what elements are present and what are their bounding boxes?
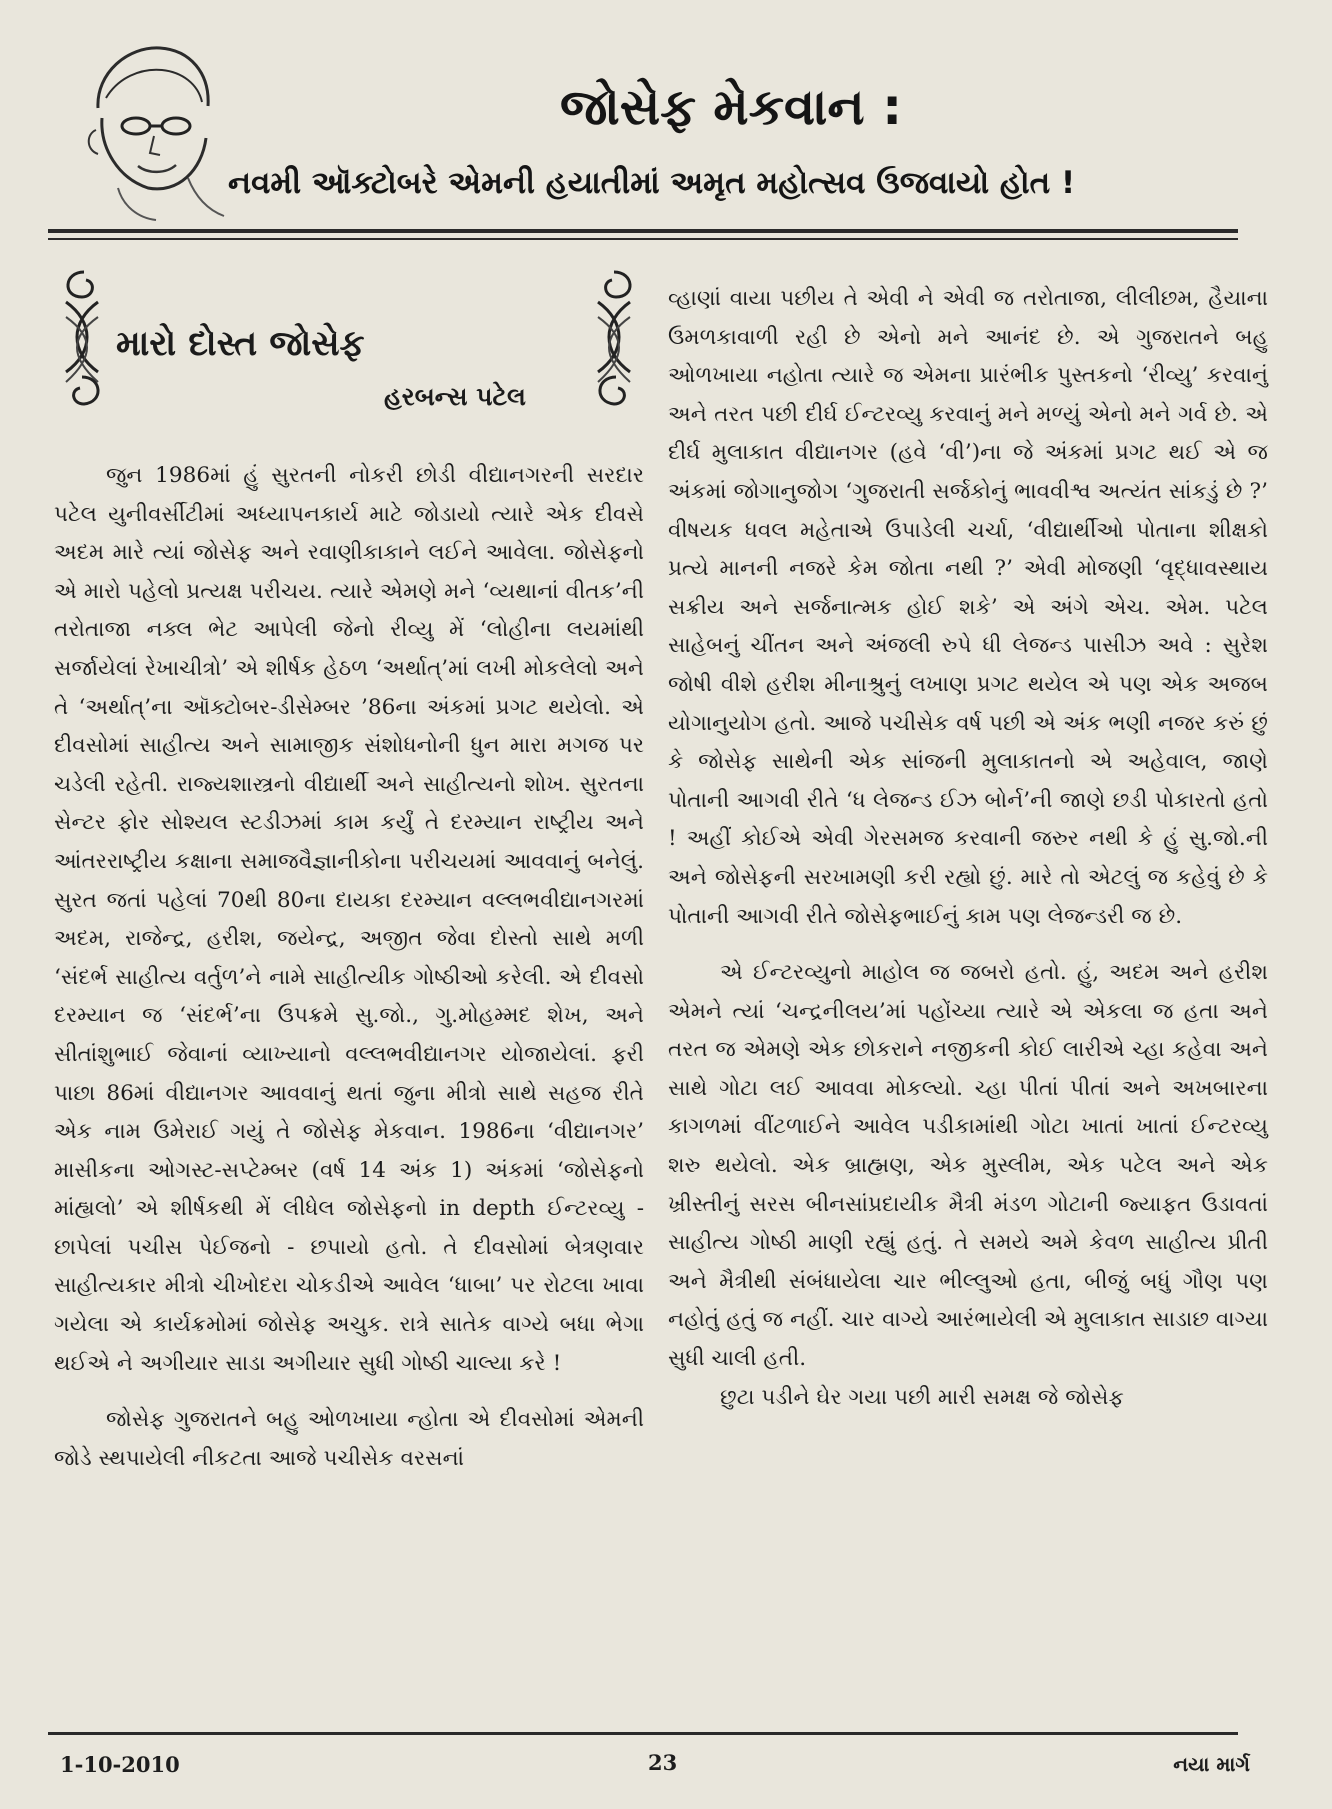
article-author: હરબન્સ પટેલ <box>384 382 526 411</box>
portrait-sketch <box>78 38 228 223</box>
paragraph: જોસેફ ગુજરાતને બહુ ઓળખાયા ન્હોતા એ દીવસોમાં એમની જોડે સ્થપાયેલી નીકટતા આજે પચીસેક વરસનાં <box>54 1407 644 1471</box>
magazine-name: નયા માર્ગ <box>1173 1752 1250 1776</box>
left-column <box>54 262 644 1692</box>
right-column <box>668 280 1268 1700</box>
page-title: જોસેફ મેકવાન : <box>560 78 903 136</box>
page-number: 23 <box>648 1750 678 1775</box>
article-title: મારો દોસ્ત જોસેફ <box>116 324 365 364</box>
scroll-ornament-icon <box>586 262 644 412</box>
header-rule-thin <box>48 238 1238 240</box>
paragraph: છુટા પડીને ઘેર ગયા પછી મારી સમક્ષ જે જોસેફ <box>720 1384 1124 1410</box>
paragraph: જુન 1986માં હું સુરતની નોકરી છોડી વીદ્યાનગરની સરદાર પટેલ યુનીવર્સીટીમાં અધ્યાપનકાર્ય માટે જોડાયો ત્યારે એક દીવસે અદમ મારે ત્યાં જોસેફ અને રવાણીકાકાને લઈને આવેલા. જોસેફનો એ મારો પહેલો પ્રત્યક્ષ પરીચય. ત્યારે એમણે મને ‘વ્યથાનાં વીતક’ની તરોતાજા નક્લ ભેટ આપેલી જેનો રીવ્યુ મેં ‘લોહીના લયમાંથી સર્જાયેલાં રેખાચીત્રો’ એ શીર્ષક હેઠળ ‘અર્થાત્’માં લખી મોકલેલો અને તે ‘અર્થાત્’ના ઑક્ટોબર-ડીસેમ્બર ’86ના અંકમાં પ્રગટ થયેલો. એ દીવસોમાં સાહીત્ય અને સામાજીક સંશોધનોની ધુન મારા મગજ પર ચડેલી રહેતી. રાજ્યશાસ્ત્રનો વીદ્યાર્થી અને સાહીત્યનો શોખ. સુરતના સેન્ટર ફોર સોશ્યલ સ્ટડીઝમાં કામ કર્યું તે દરમ્યાન રાષ્ટ્રીય અને આંતરરાષ્ટ્રીય કક્ષાના સમાજવૈજ્ઞાનીકોના પરીચયમાં આવવાનું બનેલું. સુરત જતાં પહેલાં 70થી 80ના દાયકા દરમ્યાન વલ્લભવીદ્યાનગરમાં અદમ, રાજેન્દ્ર, હરીશ, જયેન્દ્ર, અજીત જેવા દોસ્તો સાથે મળી ‘સંદર્ભ સાહીત્ય વર્તુળ’ને નામે સાહીત્યીક ગોષ્ઠીઓ કરેલી. એ દીવસો દરમ્યાન જ ‘સંદર્ભ’ના ઉપક્રમે સુ.જો., ગુ.મોહમ્મદ શેખ, અને સીતાંશુભાઈ જેવાનાં વ્યાખ્યાનો વલ્લભવીદ્યાનગર યોજાયેલાં. ફરી પાછા 86માં વીદ્યાનગર આવવાનું થતાં જુના મીત્રો સાથે સહજ રીતે એક નામ ઉમેરાઈ ગયું તે જોસેફ મેકવાન. 1986ના ‘વીદ્યાનગર’ માસીકના ઓગસ્ટ-સપ્ટેમ્બર (વર્ષ 14 અંક 1) અંકમાં ‘જોસેફનો માંહ્યલો’ એ શીર્ષકથી મેં લીધેલ જોસેફનો in depth ઈન્ટરવ્યુ - છાપેલાં પચીસ પેઈજનો - છપાયો હતો. તે દીવસોમાં બેત્રણવાર સાહીત્યકાર મીત્રો ચીખોદરા ચોકડીએ આવેલ ‘ધાબા’ પર રોટલા ખાવા ગયેલા એ કાર્યક્રમોમાં જોસેફ અચુક. રાત્રે સાતેક વાગ્યે બધા ભેગા થઈએ ને અગીયાર સાડા અગીયાર સુધી ગોષ્ઠી ચાલ્યા કરે ! <box>54 463 644 1376</box>
issue-date: 1-10-2010 <box>60 1752 180 1777</box>
footer-rule <box>48 1732 1238 1735</box>
paragraph: એ ઈન્ટરવ્યુનો માહોલ જ જબરો હતો. હું, અદમ અને હરીશ એમને ત્યાં ‘ચન્દ્રનીલય’માં પહોંચ્યા ત્યારે એ એકલા જ હતા અને તરત જ એમણે એક છોકરાને નજીકની કોઈ લારીએ ચ્હા કહેવા અને સાથે ગોટા લઈ આવવા મોકલ્યો. ચ્હા પીતાં પીતાં અને અખબારના કાગળમાં વીંટળાઈને આવેલ પડીકામાંથી ગોટા ખાતાં ખાતાં ઈન્ટરવ્યુ શરુ થયેલો. એક બ્રાહ્મણ, એક મુસ્લીમ, એક પટેલ અને એક ખ્રીસ્તીનું સરસ બીનસાંપ્રદાયીક મૈત્રી મંડળ ગોટાની જ્યાફત ઉડાવતાં સાહીત્ય ગોષ્ઠી માણી રહ્યું હતું. તે સમયે અમે કેવળ સાહીત્ય પ્રીતી અને મૈત્રીથી સંબંધાયેલા ચાર ભીલ્લુઓ હતા, બીજું બધું ગૌણ પણ નહોતું હતું જ નહીં. ચાર વાગ્યે આરંભાયેલી એ મુલાકાત સાડાછ વાગ્યા સુધી ચાલી હતી. <box>668 960 1268 1372</box>
page-subtitle: નવમી ઑક્ટોબરે એમની હયાતીમાં અમૃત મહોત્સવ ઉજવાયો હોત ! <box>228 165 1076 201</box>
header-rule-thick <box>48 229 1238 233</box>
left-column-body <box>54 457 644 1478</box>
paragraph: વ્હાણાં વાયા પછીય તે એવી ને એવી જ તરોતાજા, લીલીછમ, હૈયાના ઉમળકાવાળી રહી છે એનો મને આનંદ છે. એ ગુજરાતને બહુ ઓળખાયા નહોતા ત્યારે જ એમના પ્રારંભીક પુસ્તકનો ‘રીવ્યુ’ કરવાનું અને તરત પછી દીર્ઘ ઈન્ટરવ્યુ કરવાનું મને મળ્યું એનો મને ગર્વ છે. એ દીર્ઘ મુલાકાત વીદ્યાનગર (હવે ‘વી’)ના જે અંકમાં પ્રગટ થઈ એ જ અંકમાં જોગાનુજોગ ‘ગુજરાતી સર્જકોનું ભાવવીશ્વ અત્યંત સાંકડું છે ?’ વીષયક ધવલ મહેતાએ ઉપાડેલી ચર્ચા, ‘વીદ્યાર્થીઓ પોતાના શીક્ષકો પ્રત્યે માનની નજરે કેમ જોતા નથી ?’ એવી મોજણી ‘વૃદ્ધાવસ્થાય સક્રીય અને સર્જનાત્મક હોઈ શકે’ એ અંગે એચ. એમ. પટેલ સાહેબનું ચીંતન અને અંજલી રુપે ધી લેજન્ડ પાસીઝ અવે : સુરેશ જોષી વીશે હરીશ મીનાશ્રુનું લખાણ પ્રગટ થયેલ એ પણ એક અજબ યોગાનુયોગ હતો. આજે પચીસેક વર્ષ પછી એ અંક ભણી નજર કરું છું કે જોસેફ સાથેની એક સાંજની મુલાકાતનો એ અહેવાલ, જાણે પોતાની આગવી રીતે ‘ધ લેજન્ડ ઈઝ બોર્ન’ની જાણે છડી પોકારતો હતો ! અહીં કોઈએ એવી ગેરસમજ કરવાની જરુર નથી કે હું સુ.જો.ની અને જોસેફની સરખામણી કરી રહ્યો છું. મારે તો એટલું જ કહેવું છે કે પોતાની આગવી રીતે જોસેફભાઈનું કામ પણ લેજન્ડરી જ છે. <box>668 286 1268 929</box>
scroll-ornament-icon <box>54 262 112 412</box>
